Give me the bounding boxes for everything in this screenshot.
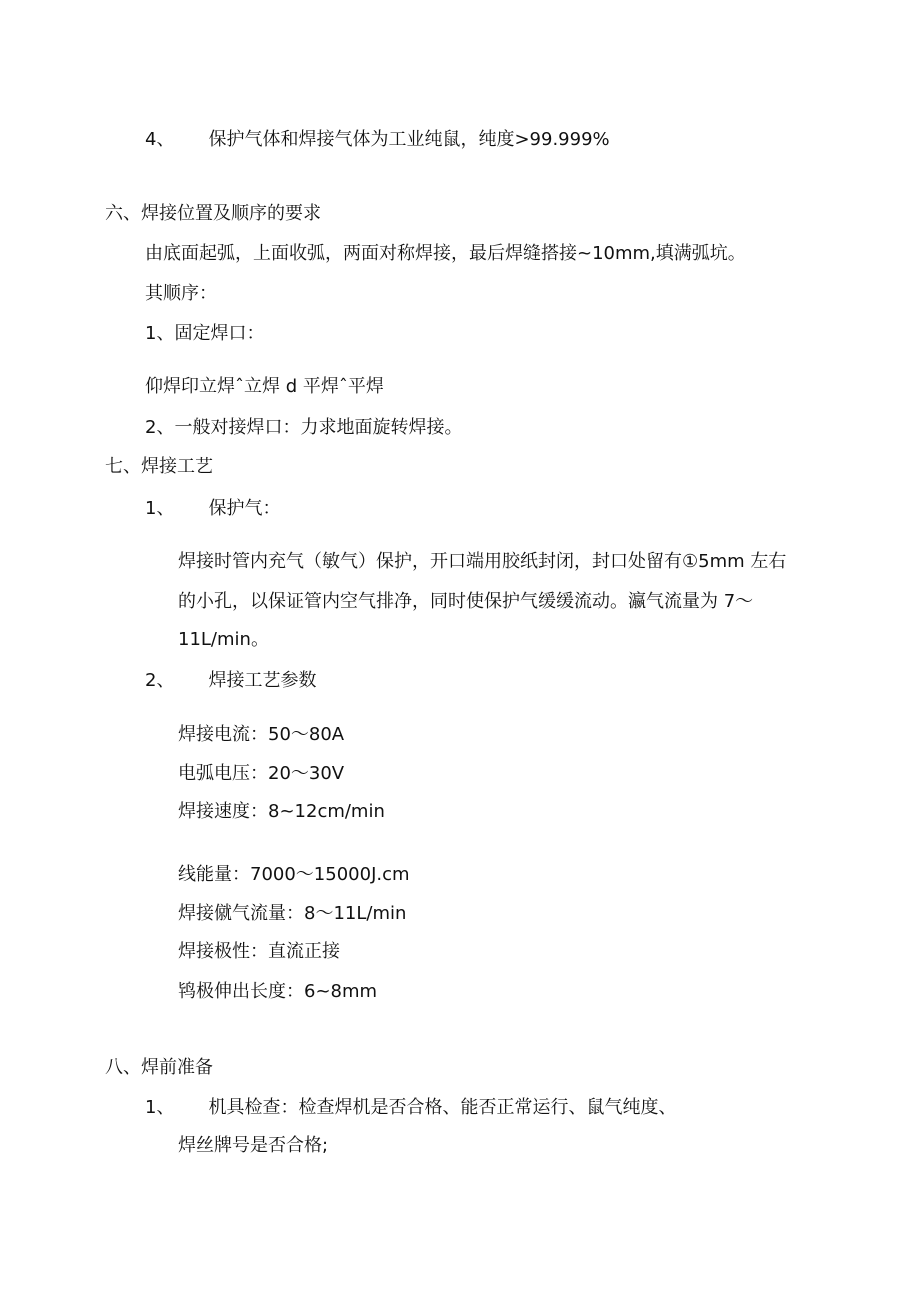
list-item-1: [145, 497, 280, 521]
list-item: 2、一般对接焊口：力求地面旋转焊接。: [145, 417, 463, 438]
section-heading-7: 七、焊接工艺: [105, 456, 213, 477]
parameter-line: 鸨极伸出长度：6~8mm: [178, 981, 378, 1002]
list-text: 焊接工艺参数: [208, 670, 317, 691]
list-item: 1、固定焊口：: [145, 323, 265, 344]
list-number: 1、: [145, 1097, 175, 1118]
paragraph: 其顺序：: [145, 283, 217, 304]
list-item-2: [145, 669, 316, 693]
section-heading-6: 六、焊接位置及顺序的要求: [105, 203, 321, 224]
parameter-line: 焊接僦气流量：8～11L/min: [178, 903, 407, 924]
paragraph: 仰焊印立焊ˆ立焊 d 平焊ˆ平焊: [145, 376, 384, 397]
parameter-line: 焊接速度：8~12cm/min: [178, 801, 385, 822]
list-item-4: [145, 128, 610, 152]
list-number: 2、: [145, 670, 175, 691]
list-item-1: [145, 1096, 676, 1120]
section-heading-8: 八、焊前准备: [105, 1057, 213, 1078]
list-text: 机具检查：检查焊机是否合格、能否正常运行、鼠气纯度、: [208, 1097, 677, 1118]
parameter-line: 焊接电流：50～80A: [178, 724, 345, 745]
paragraph: 焊丝牌号是否合格;: [178, 1135, 329, 1156]
list-text: 保护气：: [208, 498, 281, 519]
paragraph: 焊接时管内充气（敏气）保护，开口端用胶纸封闭，封口处留有①5mm 左右: [178, 551, 787, 572]
paragraph: 11L/min。: [178, 629, 269, 650]
list-text: 保护气体和焊接气体为工业纯鼠，纯度>99.999%: [208, 129, 610, 150]
list-number: 4、: [145, 129, 175, 150]
list-number: 1、: [145, 498, 175, 519]
parameter-line: 焊接极性：直流正接: [178, 941, 340, 962]
paragraph: 的小孔，以保证管内空气排净，同时使保护气缓缓流动。瀛气流量为 7～: [178, 591, 754, 612]
parameter-line: 线能量：7000～15000J.cm: [178, 864, 410, 885]
parameter-line: 电弧电压：20～30V: [178, 763, 345, 784]
paragraph: 由底面起弧，上面收弧，两面对称焊接，最后焊缝搭接~10mm,填满弧坑。: [145, 243, 746, 264]
